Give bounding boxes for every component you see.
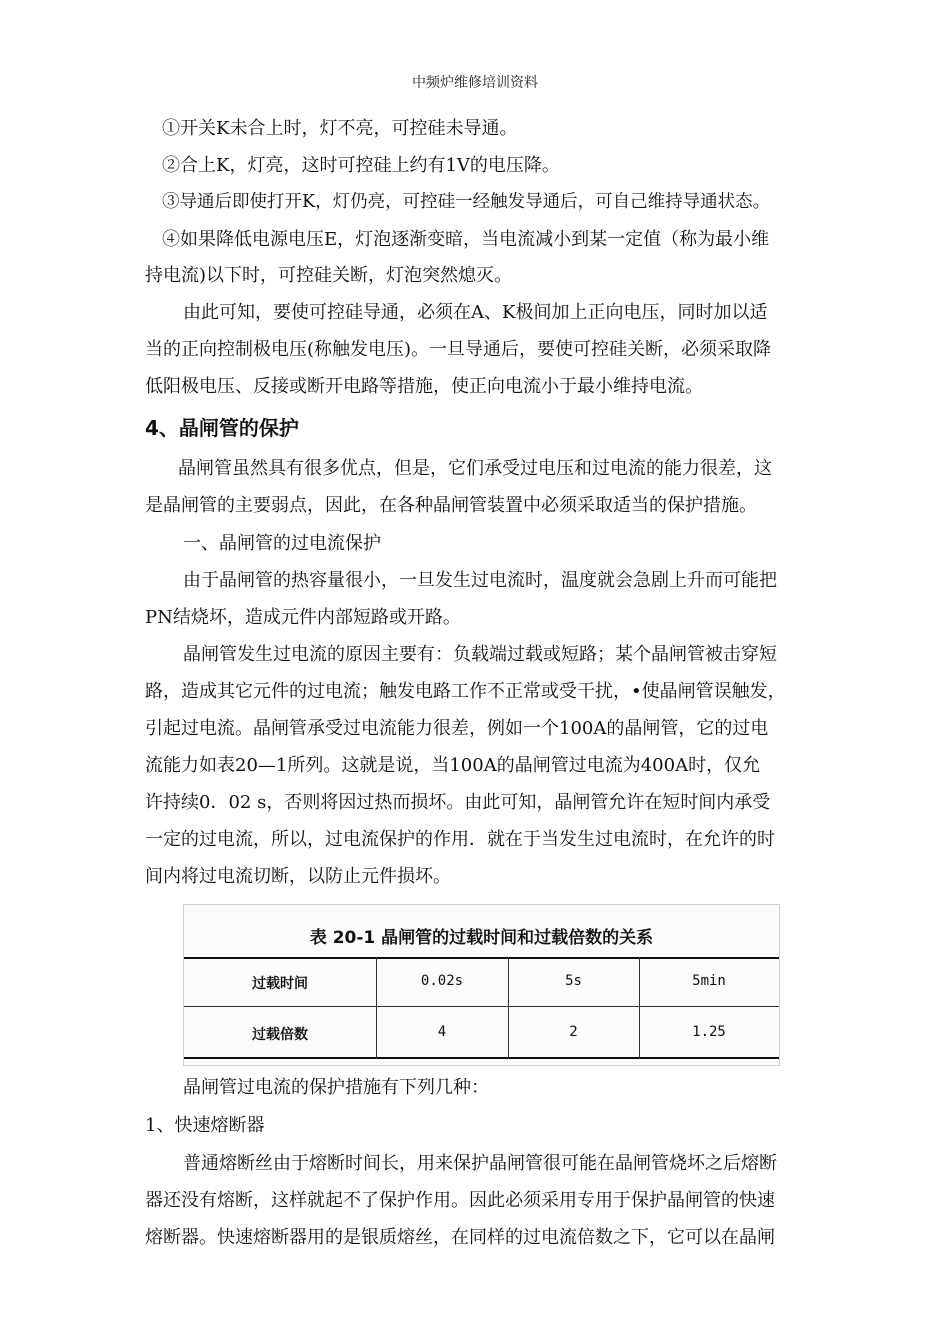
paragraph-line: 熔断器。快速熔断器用的是银质熔丝，在同样的过电流倍数之下，它可以在晶闸 xyxy=(145,1227,775,1248)
table-rule-top xyxy=(184,957,779,959)
paragraph-line: 低阳极电压、反接或断开电路等措施，使正向电流小于最小维持电流。 xyxy=(145,376,703,397)
paragraph-line: ④如果降低电源电压E，灯泡逐渐变暗，当电流减小到某一定值（称为最小维 xyxy=(162,229,770,250)
table-cell: 2 xyxy=(569,1024,578,1040)
paragraph-line: 是晶闸管的主要弱点，因此，在各种晶闸管装置中必须采取适当的保护措施。 xyxy=(145,495,757,516)
table-cell: 过载倍数 xyxy=(252,1027,308,1043)
paragraph-line: 器还没有熔断，这样就起不了保护作用。因此必须采用专用于保护晶闸管的快速 xyxy=(145,1190,775,1211)
paragraph-line: 流能力如表20—1所列。这就是说，当100A的晶闸管过电流为400A时，仅允 xyxy=(145,755,761,776)
subsection-heading: 1、快速熔断器 xyxy=(145,1115,265,1136)
page-header: 中频炉维修培训资料 xyxy=(412,75,538,91)
table-title: 表 20-1 晶闸管的过载时间和过载倍数的关系 xyxy=(309,928,654,948)
paragraph-line: 晶闸管过电流的保护措施有下列几种： xyxy=(183,1077,489,1098)
paragraph-line: 普通熔断丝由于熔断时间长，用来保护晶闸管很可能在晶闸管烧坏之后熔断 xyxy=(183,1153,777,1174)
paragraph-line: 由于晶闸管的热容量很小，一旦发生过电流时，温度就会急剧上升而可能把 xyxy=(183,570,777,591)
table-cell: 5min xyxy=(692,973,726,989)
table-cell: 4 xyxy=(437,1024,447,1040)
table-rule-mid xyxy=(184,1006,779,1007)
paragraph-line: ②合上K，灯亮，这时可控硅上约有1V的电压降。 xyxy=(162,155,560,176)
table-cell: 5s xyxy=(565,973,582,989)
paragraph-line: 晶闸管发生过电流的原因主要有：负载端过载或短路；某个晶闸管被击穿短 xyxy=(183,644,777,665)
paragraph-line: 一定的过电流，所以，过电流保护的作用．就在于当发生过电流时，在允许的时 xyxy=(145,829,775,850)
paragraph-line: 许持续0．02 s，否则将因过热而损坏。由此可知，晶闸管允许在短时间内承受 xyxy=(145,792,771,813)
paragraph-line: PN结烧坏，造成元件内部短路或开路。 xyxy=(145,607,461,628)
paragraph-line: 路，造成其它元件的过电流；触发电路工作不正常或受干扰，•使晶闸管误触发， xyxy=(145,681,786,702)
table-cell: 0.02s xyxy=(420,973,464,989)
paragraph-line: ③导通后即使打开K，灯仍亮，可控硅一经触发导通后，可自己维持导通状态。 xyxy=(162,192,771,212)
table-figure xyxy=(183,904,780,1066)
paragraph-line: 持电流)以下时，可控硅关断，灯泡突然熄灭。 xyxy=(145,265,513,286)
paragraph-line: 由此可知，要使可控硅导通，必须在A、K极间加上正向电压，同时加以适 xyxy=(183,302,768,323)
section-heading: 4、晶闸管的保护 xyxy=(145,416,299,440)
paragraph-line: ①开关K未合上时，灯不亮，可控硅未导通。 xyxy=(162,118,518,139)
paragraph-line: 间内将过电流切断，以防止元件损坏。 xyxy=(145,866,451,887)
table-cell: 1.25 xyxy=(692,1024,726,1040)
table-cell: 过载时间 xyxy=(252,976,308,992)
table-rule-bottom xyxy=(184,1057,779,1059)
paragraph-line: 晶闸管虽然具有很多优点，但是，它们承受过电压和过电流的能力很差，这 xyxy=(178,458,772,479)
subsection-heading: 一、晶闸管的过电流保护 xyxy=(183,533,381,554)
paragraph-line: 当的正向控制极电压(称触发电压)。一旦导通后，要使可控硅关断，必须采取降 xyxy=(145,339,772,360)
paragraph-line: 引起过电流。晶闸管承受过电流能力很差，例如一个100A的晶闸管，它的过电 xyxy=(145,718,769,739)
